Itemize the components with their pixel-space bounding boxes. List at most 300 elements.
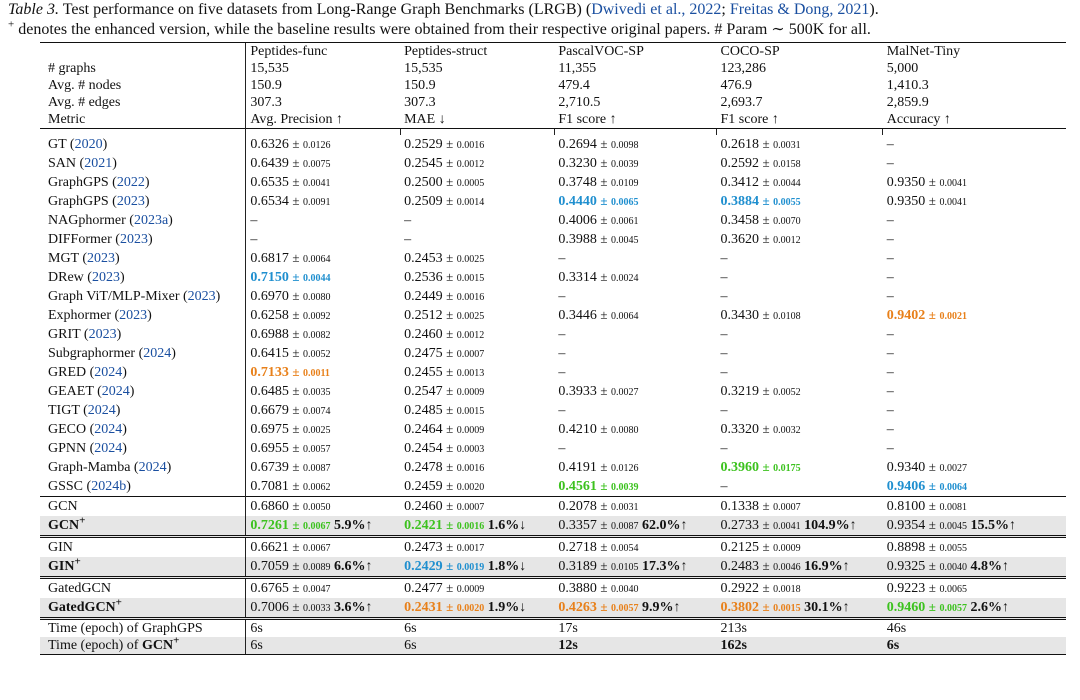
plus-minus: ± [446,155,454,170]
metric-value: 0.8100 [886,499,926,514]
plus-minus: ± [928,558,936,573]
plus-minus: ± [446,421,454,436]
metric-value: 0.9402 [886,308,926,323]
metric-value: – [886,213,894,228]
plus-superscript: + [8,18,15,31]
stat-value: 479.4 [558,78,590,93]
metric-value: 0.7006 [250,600,289,615]
std-value: 0.0016 [456,521,485,532]
time-value: 12s [554,637,716,655]
result-cell [717,458,883,477]
metric-value: 0.3880 [558,581,597,596]
std-value: 0.0015 [773,603,801,614]
metric-value: 0.2078 [558,499,597,514]
result-cell [883,325,1066,344]
table-row [40,363,1066,382]
result-cell [554,458,716,477]
model-citation[interactable]: 2023 [187,289,216,304]
plus-superscript: + [115,596,122,609]
table-row [40,344,1066,363]
metric-value: – [720,479,728,494]
result-cell [883,268,1066,287]
header-stat-row [40,111,1066,129]
result-cell [883,344,1066,363]
model-name: Graph ViT/MLP-Mixer (2023) [48,289,221,304]
plus-minus: ± [600,599,608,614]
caption-line-2 [8,20,1074,40]
result-cell [554,192,716,211]
plus-minus: ± [446,136,454,151]
std-value: 0.0082 [302,330,331,341]
header-stat-row [40,94,1066,111]
citation-dwivedi[interactable]: Dwivedi et al., 2022 [591,1,722,18]
plus-minus: ± [446,345,454,360]
plus-minus: ± [292,440,300,455]
model-citation[interactable]: 2023 [119,232,148,247]
metric-value: 0.6975 [250,422,289,437]
std-value: 0.0064 [302,254,331,265]
metric-value: 0.3802 [720,600,760,615]
table-label: Table 3. [8,1,59,18]
model-label: GSSC [48,479,84,494]
result-cell [400,598,554,619]
model-citation[interactable]: 2023 [91,270,120,285]
result-cell [554,325,716,344]
result-cell [246,382,400,401]
result-cell [883,382,1066,401]
std-value: 0.0009 [456,584,485,595]
metric-value: – [558,403,566,418]
model-label: GRED [48,365,87,380]
model-name: GatedGCN [40,578,246,599]
result-cell [554,439,716,458]
result-cell [246,287,400,306]
model-citation[interactable]: 2023 [88,327,117,342]
metric-value: 0.6765 [250,581,289,596]
metric-value: 0.9223 [886,581,926,596]
plus-minus: ± [762,212,770,227]
result-cell [883,211,1066,230]
plus-minus: ± [446,288,454,303]
time-value: 46s [883,619,1066,638]
plus-minus: ± [292,193,300,208]
plus-minus: ± [446,478,454,493]
metric-value: 0.2547 [404,384,443,399]
citation-freitas[interactable]: Freitas & Dong, 2021 [729,1,870,18]
std-value: 0.0050 [302,502,331,513]
model-label: DRew [48,270,84,285]
result-cell [717,516,883,537]
table-row [40,211,1066,230]
metric-value: 0.3357 [558,518,597,533]
model-citation[interactable]: 2021 [84,156,113,171]
model-name: MGT (2023) [48,251,120,266]
metric-value: – [720,403,728,418]
metric-value: 0.2694 [558,137,597,152]
result-cell [400,401,554,420]
result-cell [883,173,1066,192]
plus-minus: ± [600,269,608,284]
std-value: 0.0089 [302,562,331,573]
metric-value: – [720,327,728,342]
metric-value: 0.3458 [720,213,760,228]
result-cell [554,477,716,497]
model-label: Exphormer [48,308,111,323]
result-cell [883,363,1066,382]
std-value: 0.0012 [456,159,485,170]
plus-minus: ± [446,498,454,513]
metric-value: – [558,327,566,342]
metric-value: 0.6860 [250,499,289,514]
plus-minus: ± [446,364,454,379]
metric-value: 0.9350 [886,175,926,190]
plus-minus: ± [600,307,608,322]
model-citation[interactable]: 2024 [94,441,123,456]
std-value: 0.0126 [302,140,331,151]
table-row [40,135,1066,154]
metric-value: 0.9354 [886,518,926,533]
plus-minus: ± [762,421,770,436]
result-cell [717,363,883,382]
std-value: 0.0016 [456,140,485,151]
metric-value: – [404,232,412,247]
plus-minus: ± [446,539,454,554]
std-value: 0.0025 [456,254,485,265]
plus-minus: ± [292,459,300,474]
model-label: Graph-Mamba [48,460,131,475]
result-cell [400,537,554,558]
dataset-header: MalNet-Tiny [883,43,1066,61]
result-cell [554,268,716,287]
std-value: 0.0031 [773,140,801,151]
result-cell [717,192,883,211]
stat-value: 11,355 [558,61,597,76]
metric-value: 0.2125 [720,540,760,555]
result-cell [246,420,400,439]
metric-value: – [886,327,894,342]
time-value: 162s [717,637,883,655]
model-label: Subgraphormer [48,346,136,361]
plus-minus: ± [762,599,770,614]
model-citation[interactable]: 2024b [91,479,127,494]
std-value: 0.0003 [456,444,485,455]
plus-minus: ± [292,383,300,398]
metric-value: 0.7150 [250,270,289,285]
metric-value: 0.2536 [404,270,443,285]
plus-minus: ± [762,307,770,322]
stat-value: Accuracy ↑ [886,112,951,127]
plus-minus: ± [600,498,608,513]
metric-value: 0.6679 [250,403,289,418]
model-citation[interactable]: 2023 [119,308,148,323]
model-label: DIFFormer [48,232,112,247]
model-citation[interactable]: 2024 [143,346,172,361]
metric-value: 0.2485 [404,403,443,418]
metric-value: – [886,156,894,171]
table-row [40,325,1066,344]
dataset-header: PascalVOC-SP [554,43,716,61]
std-value: 0.0057 [939,603,967,614]
std-value: 0.0064 [939,482,967,493]
result-cell [554,401,716,420]
plus-minus: ± [292,539,300,554]
plus-minus: ± [600,478,608,493]
model-name: GraphGPS (2022) [48,175,150,190]
model-name: NAGphormer (2023a) [48,213,173,228]
std-value: 0.0067 [302,543,331,554]
metric-value: 0.2545 [404,156,443,171]
result-cell [717,477,883,497]
result-cell [883,557,1066,578]
relative-change: 1.6%↓ [487,518,527,533]
metric-value: 0.2455 [404,365,443,380]
std-value: 0.0013 [456,368,485,379]
std-value: 0.0009 [456,387,485,398]
time-value: 6s [400,637,554,655]
metric-value: 0.2922 [720,581,760,596]
result-cell [400,287,554,306]
result-cell [717,325,883,344]
model-name: Graph-Mamba (2024) [48,460,172,475]
std-value: 0.0007 [456,502,485,513]
model-name: GECO (2024) [48,422,127,437]
relative-change: 15.5%↑ [970,518,1016,533]
table-row [40,401,1066,420]
result-cell [883,598,1066,619]
result-cell [246,192,400,211]
plus-minus: ± [292,599,300,614]
plus-minus: ± [762,539,770,554]
plus-minus: ± [292,517,300,532]
std-value: 0.0052 [302,349,331,360]
std-value: 0.0007 [773,502,801,513]
metric-value: – [720,365,728,380]
metric-value: 0.2453 [404,251,443,266]
plus-minus: ± [292,421,300,436]
plus-minus: ± [292,580,300,595]
model-citation[interactable]: 2022 [116,175,145,190]
metric-value: 0.6955 [250,441,289,456]
metric-value: 0.2459 [404,479,443,494]
std-value: 0.0035 [302,387,331,398]
metric-value: 0.6739 [250,460,289,475]
model-citation[interactable]: 2024 [94,365,123,380]
table-row [40,439,1066,458]
model-citation[interactable]: 2024 [101,384,130,399]
time-value: 17s [554,619,716,638]
metric-value: – [886,251,894,266]
std-value: 0.0057 [302,444,331,455]
plus-minus: ± [928,498,936,513]
plus-minus: ± [446,326,454,341]
result-cell [246,325,400,344]
model-label: GRIT [48,327,81,342]
result-cell [554,135,716,154]
model-name: GRED (2024) [48,365,127,380]
std-value: 0.0009 [773,543,801,554]
header-dataset-row [40,43,1066,61]
std-value: 0.0032 [773,425,801,436]
result-cell [883,516,1066,537]
metric-value: – [720,289,728,304]
result-cell [246,135,400,154]
enhanced-model-row [40,598,1066,619]
plus-minus: ± [292,288,300,303]
result-cell [400,325,554,344]
relative-change: 1.8%↓ [487,559,527,574]
relative-change: 62.0%↑ [641,518,688,533]
caption-text-2: denotes the enhanced version, while the baseline results were obtained from their respective original papers. # Param [14,21,772,38]
metric-value: 0.3748 [558,175,597,190]
metric-value: 0.8898 [886,540,926,555]
table-row [40,477,1066,497]
table-row [40,173,1066,192]
model-citation[interactable]: 2024 [94,422,123,437]
std-value: 0.0067 [302,521,331,532]
metric-value: 0.4191 [558,460,597,475]
metric-value: – [886,384,894,399]
enhanced-model-name [40,557,246,578]
result-cell [883,306,1066,325]
model-citation[interactable]: 2024 [87,403,116,418]
table-row [40,420,1066,439]
result-cell [883,537,1066,558]
model-label: GPNN [48,441,87,456]
result-cell [246,439,400,458]
metric-value: – [404,213,412,228]
metric-value: – [250,213,258,228]
model-name: GT (2020) [48,137,108,152]
plus-minus: ± [292,250,300,265]
metric-value: – [720,270,728,285]
table-row [40,287,1066,306]
std-value: 0.0126 [610,463,639,474]
metric-value: – [720,251,728,266]
std-value: 0.0039 [610,159,639,170]
result-cell [717,382,883,401]
plus-minus: ± [762,498,770,513]
metric-value: 0.3189 [558,559,597,574]
plus-minus: ± [600,558,608,573]
result-cell [554,537,716,558]
metric-value: 0.3230 [558,156,597,171]
plus-minus: ± [600,231,608,246]
result-cell [400,382,554,401]
plus-minus: ± [762,558,770,573]
baseline-model-row [40,537,1066,558]
model-name: GraphGPS (2023) [48,194,150,209]
metric-value: 0.3446 [558,308,597,323]
stat-value: 307.3 [246,94,400,111]
result-cell [554,557,716,578]
model-citation[interactable]: 2023a [133,213,169,228]
metric-value: 0.2460 [404,327,443,342]
model-name: SAN (2021) [48,156,117,171]
result-cell [717,401,883,420]
metric-value: 0.3933 [558,384,597,399]
relative-change: 30.1%↑ [804,600,850,615]
std-value: 0.0007 [456,349,485,360]
caption-separator: ; [721,1,730,18]
plus-minus: ± [446,440,454,455]
result-cell [246,578,400,599]
std-value: 0.0070 [773,216,801,227]
std-value: 0.0175 [773,463,801,474]
model-citation[interactable]: 2024 [138,460,167,475]
metric-value: 0.3620 [720,232,760,247]
plus-minus: ± [600,459,608,474]
plus-minus: ± [446,307,454,322]
std-value: 0.0041 [939,178,967,189]
result-cell [246,458,400,477]
plus-minus: ± [762,155,770,170]
std-value: 0.0040 [610,584,639,595]
enhanced-model-name [40,516,246,537]
result-cell [246,598,400,619]
std-value: 0.0041 [773,521,801,532]
table-row [40,249,1066,268]
std-value: 0.0061 [610,216,639,227]
result-cell [717,578,883,599]
dataset-header: Peptides-struct [400,43,554,61]
model-name: TIGT (2024) [48,403,121,418]
std-value: 0.0020 [456,603,485,614]
time-value: 6s [246,619,400,638]
caption-line-1 [8,0,1074,20]
model-citation[interactable]: 2023 [87,251,116,266]
metric-value: 0.2478 [404,460,443,475]
result-cell [554,211,716,230]
stat-value: 150.9 [246,77,400,94]
model-citation[interactable]: 2020 [74,137,103,152]
time-value: 6s [400,619,554,638]
result-cell [883,458,1066,477]
relative-change: 5.9%↑ [333,518,373,533]
plus-minus: ± [928,193,936,208]
std-value: 0.0015 [456,273,485,284]
metric-value: – [250,232,258,247]
enhanced-model-label: GIN [48,559,75,574]
metric-value: 0.2454 [404,441,443,456]
plus-minus: ± [446,402,454,417]
result-cell [246,363,400,382]
metric-value: 0.2464 [404,422,443,437]
plus-minus: ± [928,174,936,189]
result-cell [400,192,554,211]
result-cell [717,497,883,517]
model-citation[interactable]: 2023 [116,194,145,209]
stat-value: 2,693.7 [720,95,763,110]
table-row [40,458,1066,477]
plus-superscript: + [79,514,86,527]
header-stat-row [40,77,1066,94]
metric-value: – [558,346,566,361]
std-value: 0.0057 [610,603,639,614]
plus-minus: ± [292,498,300,513]
model-name: DIFFormer (2023) [48,232,153,247]
relative-change: 104.9%↑ [804,518,857,533]
result-cell [554,363,716,382]
plus-minus: ± [600,517,608,532]
result-cell [717,287,883,306]
std-value: 0.0011 [302,368,330,379]
std-value: 0.0015 [456,406,485,417]
table-row [40,306,1066,325]
result-cell [717,268,883,287]
metric-value: – [558,365,566,380]
plus-minus: ± [762,580,770,595]
metric-value: 0.9350 [886,194,926,209]
